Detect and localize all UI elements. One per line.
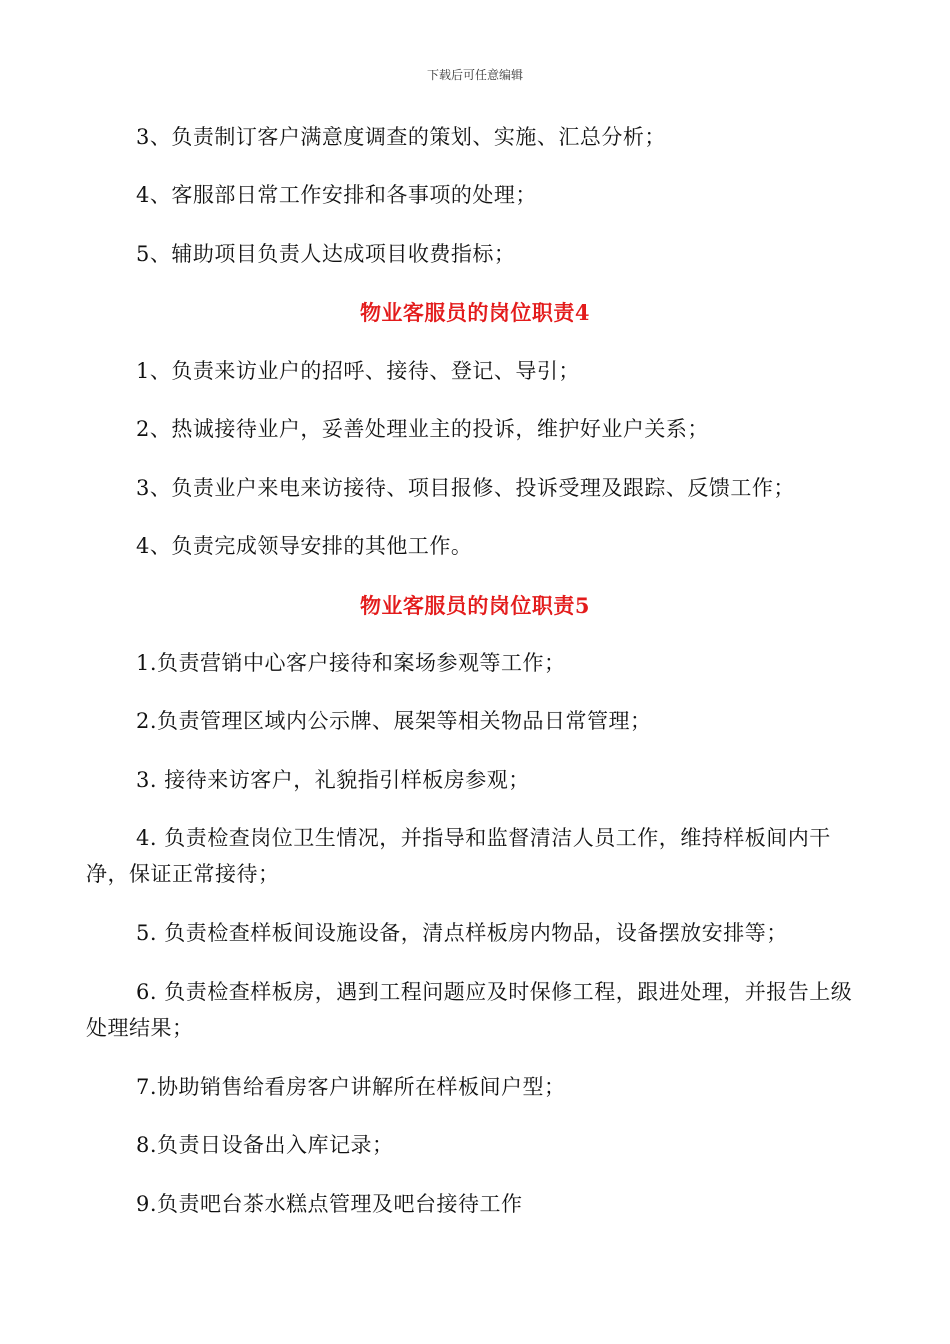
list-item: 3. 接待来访客户，礼貌指引样板房参观； (136, 768, 530, 792)
list-item: 3、负责制订客户满意度调查的策划、实施、汇总分析； (136, 125, 666, 149)
list-item: 5. 负责检查样板间设施设备，清点样板房内物品，设备摆放安排等； (136, 921, 788, 945)
list-item: 7.协助销售给看房客户讲解所在样板间户型； (136, 1075, 566, 1099)
list-item: 5、辅助项目负责人达成项目收费指标； (136, 242, 516, 266)
section-title: 物业客服员的岗位职责5 (359, 593, 591, 618)
page-header: 下载后可任意编辑 (426, 68, 523, 82)
list-item: 4、客服部日常工作安排和各事项的处理； (136, 183, 537, 207)
list-item: 8.负责日设备出入库记录； (136, 1133, 394, 1157)
list-item: 2.负责管理区域内公示牌、展架等相关物品日常管理； (136, 709, 652, 733)
list-item: 4. 负责检查岗位卫生情况，并指导和监督清洁人员工作，维持样板间内干净，保证正常接待； (86, 826, 831, 886)
list-item: 1.负责营销中心客户接待和案场参观等工作； (136, 651, 566, 675)
list-item: 4、负责完成领导安排的其他工作。 (136, 534, 473, 558)
list-item: 3、负责业户来电来访接待、项目报修、投诉受理及跟踪、反馈工作； (136, 476, 795, 500)
list-item: 6. 负责检查样板房，遇到工程问题应及时保修工程，跟进处理，并报告上级处理结果； (86, 980, 853, 1040)
list-item: 9.负责吧台茶水糕点管理及吧台接待工作 (136, 1192, 523, 1216)
section-title: 物业客服员的岗位职责4 (359, 300, 591, 325)
list-item: 1、负责来访业户的招呼、接待、登记、导引； (136, 359, 580, 383)
list-item: 2、热诚接待业户，妥善处理业主的投诉，维护好业户关系； (136, 417, 709, 441)
